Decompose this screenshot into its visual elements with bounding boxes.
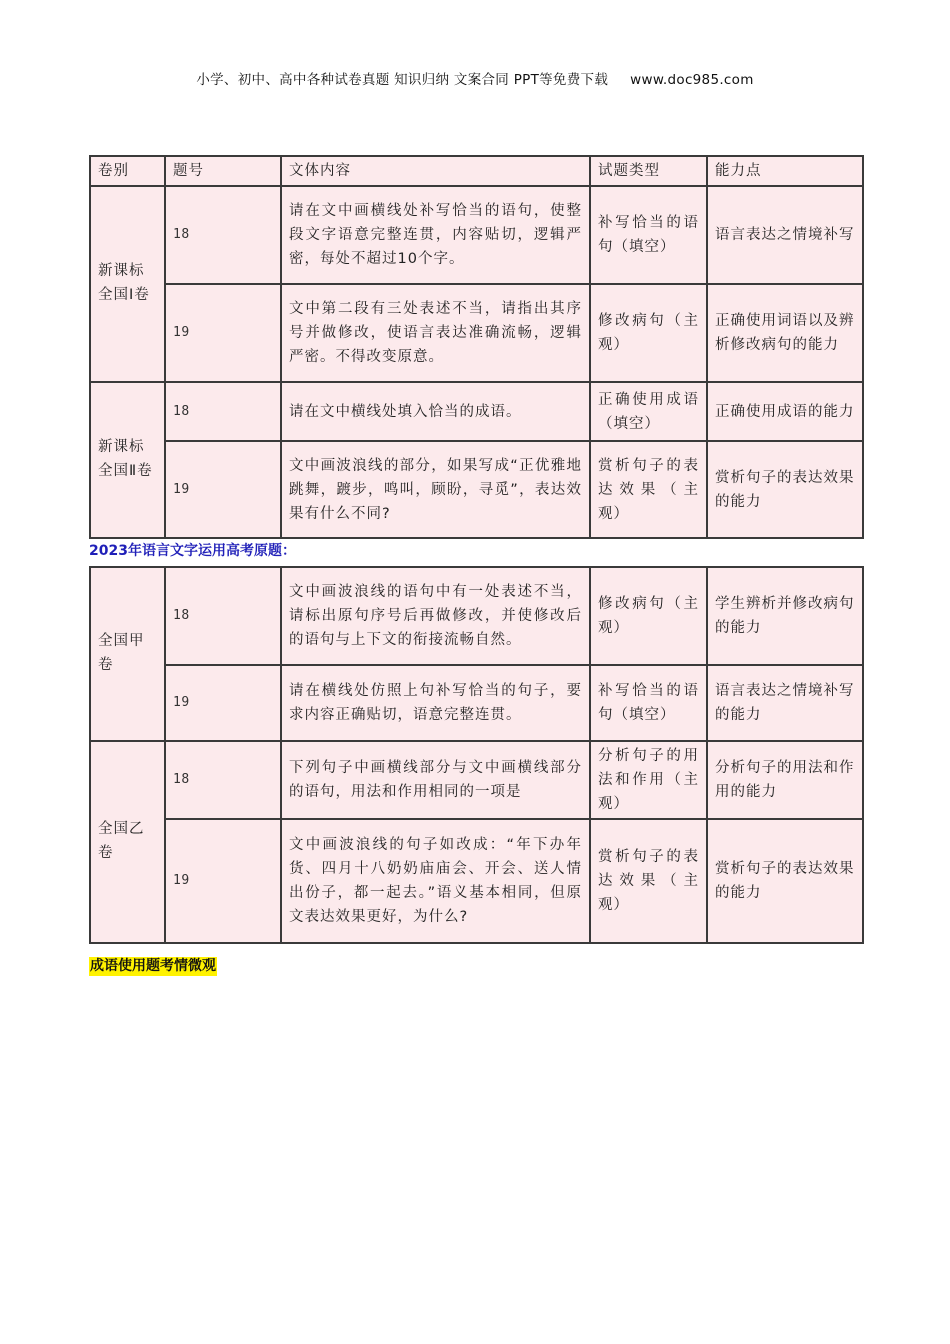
volume-cell: 新课标全国Ⅰ卷 — [90, 186, 165, 382]
section-title-2023: 2023年语言文字运用高考原题： — [89, 543, 296, 559]
volume-cell: 新课标全国Ⅱ卷 — [90, 382, 165, 538]
exam-table-new-curriculum — [89, 155, 864, 539]
page-header — [0, 68, 950, 88]
header-number: 题号 — [165, 156, 281, 186]
ability-point: 语言表达之情境补写的能力 — [707, 665, 863, 741]
question-number: 18 — [165, 186, 281, 284]
question-type: 分析句子的用法和作用（主观） — [590, 741, 707, 819]
table-row — [90, 819, 863, 943]
question-content: 请在文中画横线处补写恰当的语句，使整段文字语意完整连贯，内容贴切，逻辑严密，每处不超过10个字。 — [281, 186, 590, 284]
table-row — [90, 441, 863, 538]
question-content: 请在横线处仿照上句补写恰当的句子，要求内容正确贴切，语意完整连贯。 — [281, 665, 590, 741]
ability-point: 分析句子的用法和作用的能力 — [707, 741, 863, 819]
table-row — [90, 284, 863, 382]
ability-point: 赏析句子的表达效果的能力 — [707, 441, 863, 538]
question-type: 赏析句子的表达效果（主观） — [590, 441, 707, 538]
ability-point: 赏析句子的表达效果的能力 — [707, 819, 863, 943]
question-number: 18 — [165, 741, 281, 819]
question-type: 赏析句子的表达效果（主观） — [590, 819, 707, 943]
question-type: 补写恰当的语句（填空） — [590, 665, 707, 741]
question-content: 下列句子中画横线部分与文中画横线部分的语句，用法和作用相同的一项是 — [281, 741, 590, 819]
question-type: 修改病句（主观） — [590, 284, 707, 382]
question-number: 19 — [165, 441, 281, 538]
question-type: 补写恰当的语句（填空） — [590, 186, 707, 284]
question-type: 正确使用成语（填空） — [590, 382, 707, 441]
question-content: 文中第二段有三处表述不当，请指出其序号并做修改，使语言表达准确流畅，逻辑严密。不得改变原意。 — [281, 284, 590, 382]
question-type: 修改病句（主观） — [590, 567, 707, 665]
question-content: 文中画波浪线的部分，如果写成“正优雅地跳舞，踱步，鸣叫，顾盼，寻觅”，表达效果有什么不同? — [281, 441, 590, 538]
ability-point: 语言表达之情境补写 — [707, 186, 863, 284]
question-content: 文中画波浪线的句子如改成：“年下办年货、四月十八奶奶庙庙会、开会、送人情出份子，都一起去。”语义基本相同，但原文表达效果更好，为什么? — [281, 819, 590, 943]
table-row — [90, 665, 863, 741]
header-site: www.doc985.com — [630, 72, 754, 88]
volume-cell: 全国乙卷 — [90, 741, 165, 943]
question-number: 19 — [165, 819, 281, 943]
section-title-idiom: 成语使用题考情微观 — [90, 958, 216, 974]
question-number: 19 — [165, 665, 281, 741]
header-content: 文体内容 — [281, 156, 590, 186]
table-header-row — [90, 156, 863, 186]
question-number: 18 — [165, 382, 281, 441]
question-content: 文中画波浪线的语句中有一处表述不当，请标出原句序号后再做修改，并使修改后的语句与上下文的衔接流畅自然。 — [281, 567, 590, 665]
header-type: 试题类型 — [590, 156, 707, 186]
ability-point: 学生辨析并修改病句的能力 — [707, 567, 863, 665]
table-row — [90, 382, 863, 441]
table-row — [90, 186, 863, 284]
header-text: 小学、初中、高中各种试卷真题 知识归纳 文案合同 PPT等免费下载 — [196, 72, 609, 88]
volume-cell: 全国甲卷 — [90, 567, 165, 741]
question-number: 18 — [165, 567, 281, 665]
header-volume: 卷别 — [90, 156, 165, 186]
question-number: 19 — [165, 284, 281, 382]
ability-point: 正确使用词语以及辨析修改病句的能力 — [707, 284, 863, 382]
table-row — [90, 741, 863, 819]
table-row — [90, 567, 863, 665]
question-content: 请在文中横线处填入恰当的成语。 — [281, 382, 590, 441]
ability-point: 正确使用成语的能力 — [707, 382, 863, 441]
exam-table-2023 — [89, 566, 864, 944]
header-ability: 能力点 — [707, 156, 863, 186]
